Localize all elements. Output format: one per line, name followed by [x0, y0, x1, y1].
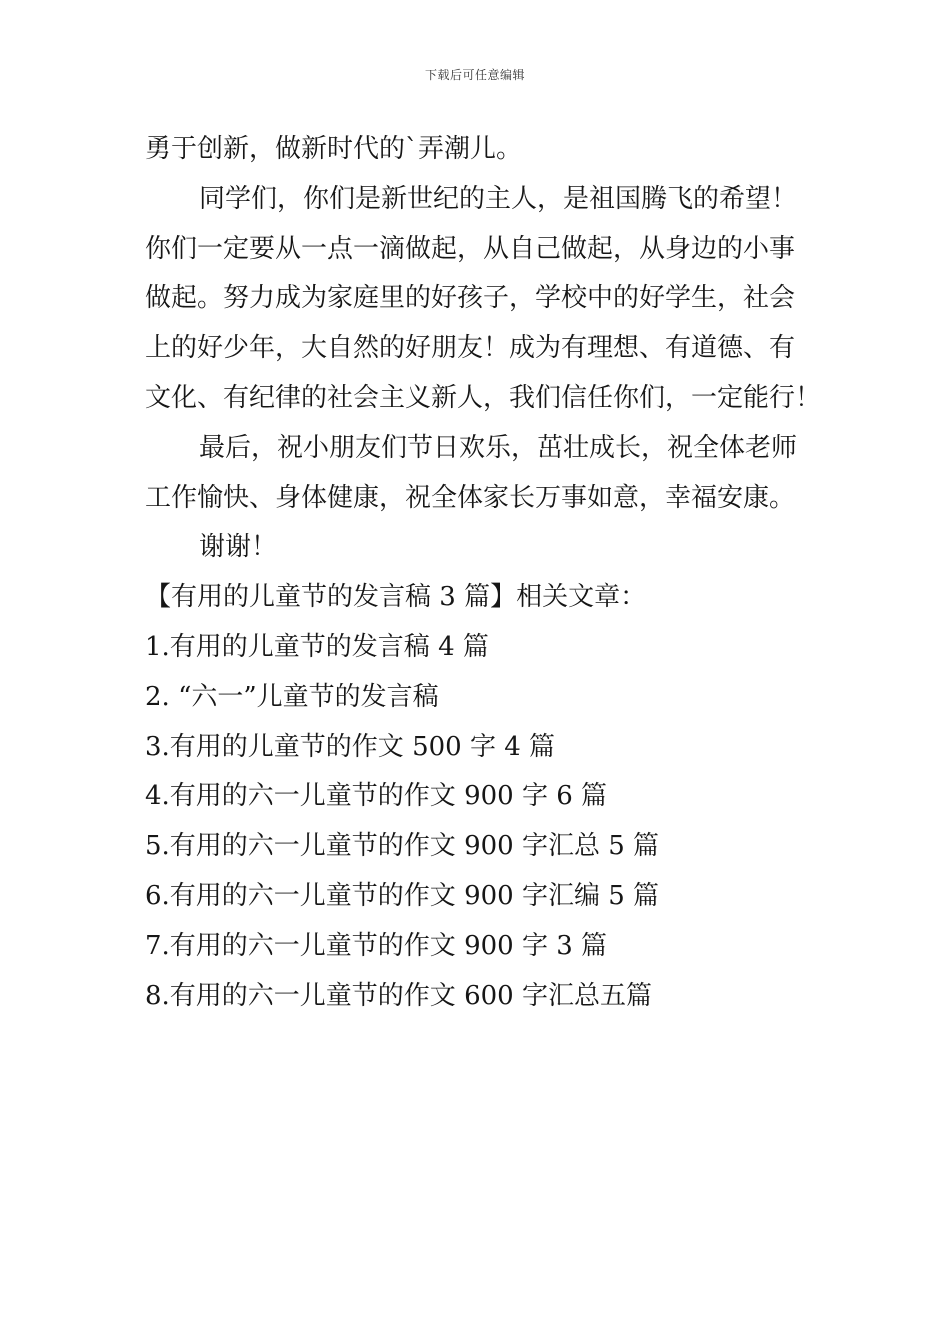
- related-article-item: 8.有用的六一儿童节的作文 600 字汇总五篇: [145, 980, 652, 1011]
- text-line: 勇于创新，做新时代的`弄潮儿。: [145, 134, 523, 164]
- text-line: 工作愉快、身体健康，祝全体家长万事如意，幸福安康。: [145, 482, 796, 513]
- related-articles: [145, 573, 835, 1021]
- paragraph-continuation: [145, 125, 835, 175]
- text-line: 最后，祝小朋友们节日欢乐，茁壮成长，祝全体老师: [199, 432, 798, 463]
- text-line: 同学们，你们是新世纪的主人，是祖国腾飞的希望！: [199, 183, 798, 214]
- related-articles-heading: 【有用的儿童节的发言稿 3 篇】相关文章：: [145, 582, 647, 613]
- related-article-item: 3.有用的儿童节的作文 500 字 4 篇: [145, 731, 556, 762]
- page-header-note: 下载后可任意编辑: [424, 68, 525, 82]
- document-body: [145, 125, 835, 1021]
- related-article-item: 1.有用的儿童节的发言稿 4 篇: [145, 631, 489, 662]
- text-line: 上的好少年，大自然的好朋友！成为有理想、有道德、有: [145, 333, 796, 364]
- related-article-item: 7.有用的六一儿童节的作文 900 字 3 篇: [145, 930, 608, 961]
- text-line: 你们一定要从一点一滴做起，从自己做起，从身边的小事: [145, 233, 796, 264]
- paragraph-thanks: [145, 523, 835, 573]
- related-article-item: 6.有用的六一儿童节的作文 900 字汇编 5 篇: [145, 880, 660, 911]
- text-line: 谢谢！: [199, 532, 278, 563]
- related-article-item: 2. “六一”儿童节的发言稿: [145, 681, 439, 712]
- text-line: 文化、有纪律的社会主义新人，我们信任你们，一定能行！: [145, 382, 822, 413]
- text-line: 做起。努力成为家庭里的好孩子，学校中的好学生，社会: [145, 283, 796, 314]
- paragraph-closing-wishes: [145, 424, 835, 524]
- related-article-item: 5.有用的六一儿童节的作文 900 字汇总 5 篇: [145, 831, 660, 862]
- paragraph-students: [145, 175, 835, 424]
- related-article-item: 4.有用的六一儿童节的作文 900 字 6 篇: [145, 781, 608, 812]
